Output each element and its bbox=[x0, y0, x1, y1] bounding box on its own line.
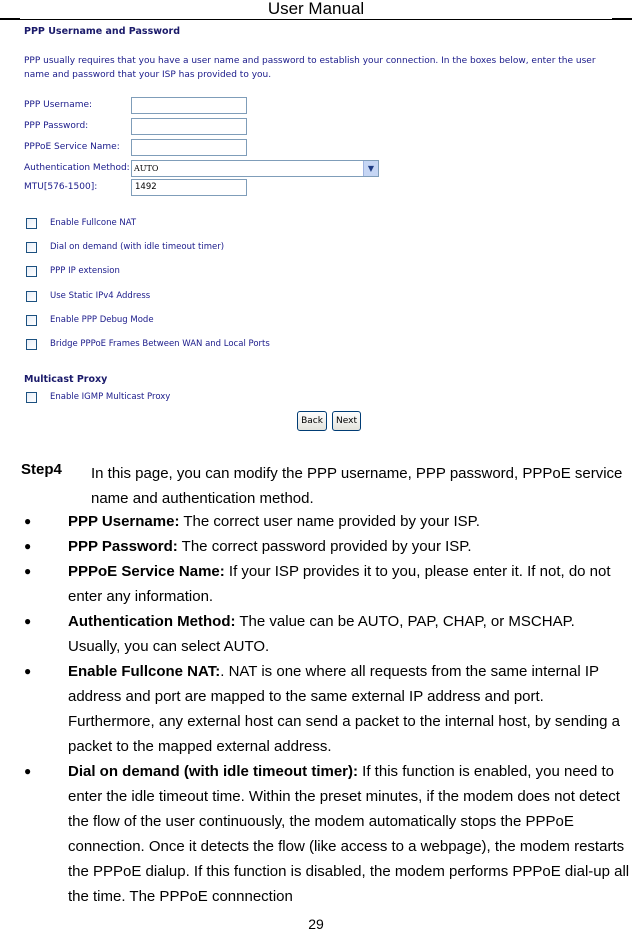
ppp-password-input[interactable] bbox=[131, 118, 247, 135]
bullet-ppp-username bbox=[68, 509, 631, 534]
ppp-section-title: PPP Username and Password bbox=[24, 26, 181, 37]
chevron-down-icon[interactable]: ▼ bbox=[363, 161, 378, 176]
bullet-dot: ● bbox=[24, 664, 32, 678]
bullet-ppp-password bbox=[68, 534, 631, 559]
bullet-dot: ● bbox=[24, 539, 32, 553]
ppp-ip-extension-label: PPP IP extension bbox=[50, 266, 120, 276]
bridge-pppoe-label: Bridge PPPoE Frames Between WAN and Local Ports bbox=[50, 339, 270, 349]
bullet-text: . NAT is one where all requests from the same internal IP address and port are mapped to the same external IP address and port. Furthermore, any external host can send a packet to the internal host, by sending a packet to the mapped external address. bbox=[68, 663, 620, 755]
igmp-proxy-label: Enable IGMP Multicast Proxy bbox=[50, 392, 171, 402]
ppp-debug-checkbox[interactable] bbox=[26, 315, 37, 326]
mtu-input[interactable]: 1492 bbox=[131, 179, 247, 196]
fullcone-nat-label: Enable Fullcone NAT bbox=[50, 218, 137, 228]
authentication-method-value: AUTO bbox=[134, 164, 159, 173]
bullet-dot: ● bbox=[24, 614, 32, 628]
pppoe-service-name-input[interactable] bbox=[131, 139, 247, 156]
pppoe-service-name-label: PPPoE Service Name: bbox=[24, 142, 120, 152]
ppp-debug-label: Enable PPP Debug Mode bbox=[50, 315, 154, 325]
dial-on-demand-label: Dial on demand (with idle timeout timer) bbox=[50, 242, 225, 252]
bullet-text: If this function is enabled, you need to enter the idle timeout time. Within the preset minutes, if the modem does not detect the flow of the user continuously, the modem automatically stops the PPPoE connection. Once it detects the flow (like access to a webpage), the modem restarts the PPPoE dialup. If this function is disabled, the modem performs PPPoE dial-up all the time. The PPPoE connnection bbox=[68, 763, 630, 905]
page-number: 29 bbox=[308, 916, 324, 932]
ppp-intro-text: PPP usually requires that you have a user name and password to establish your connection. In the boxes below, enter the user name and password that your ISP has provided to you. bbox=[24, 56, 596, 80]
bullet-text: If your ISP provides it to you, please enter it. If not, do not enter any information. bbox=[68, 563, 611, 605]
ppp-username-input[interactable] bbox=[131, 97, 247, 114]
authentication-method-label: Authentication Method: bbox=[24, 163, 130, 173]
page-header-title: User Manual bbox=[267, 0, 365, 18]
step-label: Step4 bbox=[21, 461, 62, 478]
bullet-fullcone-nat bbox=[68, 659, 631, 759]
bullet-term: Enable Fullcone NAT: bbox=[68, 663, 221, 680]
bullet-text: The correct password provided by your ISP. bbox=[177, 538, 472, 555]
bullet-text: The value can be AUTO, PAP, CHAP, or MSCHAP. Usually, you can select AUTO. bbox=[68, 613, 575, 655]
back-button[interactable]: Back bbox=[297, 411, 327, 431]
bullet-dot: ● bbox=[24, 514, 32, 528]
step-text: In this page, you can modify the PPP username, PPP password, PPPoE service name and authentication method. bbox=[91, 465, 623, 507]
bullet-authentication-method bbox=[68, 609, 631, 659]
next-button[interactable]: Next bbox=[332, 411, 361, 431]
multicast-proxy-title: Multicast Proxy bbox=[24, 374, 108, 385]
dial-on-demand-checkbox[interactable] bbox=[26, 242, 37, 253]
bullet-pppoe-service-name bbox=[68, 559, 631, 609]
ppp-ip-extension-checkbox[interactable] bbox=[26, 266, 37, 277]
bullet-dial-on-demand bbox=[68, 759, 631, 909]
bridge-pppoe-checkbox[interactable] bbox=[26, 339, 37, 350]
bullet-term: Dial on demand (with idle timeout timer): bbox=[68, 763, 359, 780]
ppp-settings-screenshot bbox=[18, 20, 618, 438]
bullet-text: The correct user name provided by your ISP. bbox=[179, 513, 480, 530]
static-ipv4-checkbox[interactable] bbox=[26, 291, 37, 302]
bullet-dot: ● bbox=[24, 564, 32, 578]
bullet-term: PPP Password: bbox=[68, 538, 178, 555]
bullet-term: PPPoE Service Name: bbox=[68, 563, 225, 580]
authentication-method-select[interactable] bbox=[131, 160, 379, 177]
static-ipv4-label: Use Static IPv4 Address bbox=[50, 291, 151, 301]
fullcone-nat-checkbox[interactable] bbox=[26, 218, 37, 229]
mtu-label: MTU[576-1500]: bbox=[24, 182, 98, 192]
bullet-term: PPP Username: bbox=[68, 513, 180, 530]
bullet-term: Authentication Method: bbox=[68, 613, 236, 630]
bullet-dot: ● bbox=[24, 764, 32, 778]
igmp-proxy-checkbox[interactable] bbox=[26, 392, 37, 403]
ppp-password-label: PPP Password: bbox=[24, 121, 89, 131]
ppp-username-label: PPP Username: bbox=[24, 100, 93, 110]
